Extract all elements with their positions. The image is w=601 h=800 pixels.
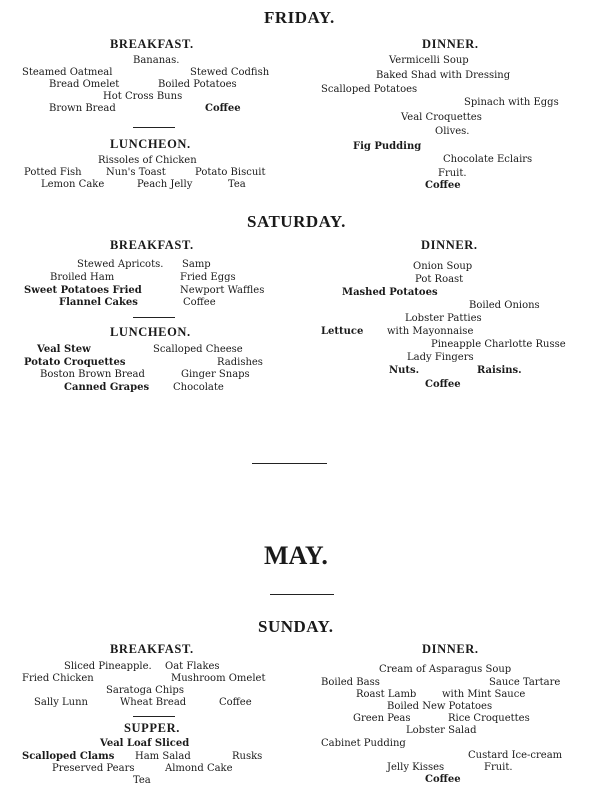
menu-item: Hot Cross Buns <box>103 91 183 102</box>
menu-item: Onion Soup <box>413 261 473 272</box>
menu-item: Boiled Bass <box>321 677 380 688</box>
menu-item: Coffee <box>425 180 461 191</box>
menu-item: Fruit. <box>484 762 513 773</box>
menu-item: Samp <box>182 259 211 270</box>
menu-item: Almond Cake <box>165 763 233 774</box>
menu-item: Sliced Pineapple. <box>64 661 152 672</box>
menu-item: Preserved Pears <box>52 763 135 774</box>
menu-item: Cabinet Pudding <box>321 738 406 749</box>
menu-item: Nuts. <box>389 365 420 376</box>
menu-item: Sauce Tartare <box>489 677 561 688</box>
menu-item: Fruit. <box>438 168 467 179</box>
menu-item: with Mint Sauce <box>442 689 526 700</box>
menu-item: Scalloped Potatoes <box>321 84 418 95</box>
menu-item: Coffee <box>219 697 252 708</box>
menu-item: Cream of Asparagus Soup <box>379 664 512 675</box>
menu-item: Oat Flakes <box>165 661 220 672</box>
menu-item: Raisins. <box>477 365 522 376</box>
menu-item: Ham Salad <box>135 751 191 762</box>
menu-item: Roast Lamb <box>356 689 417 700</box>
menu-item: Boston Brown Bread <box>40 369 145 380</box>
menu-item: Sweet Potatoes Fried <box>24 285 142 296</box>
menu-item: Mushroom Omelet <box>171 673 266 684</box>
menu-item: Potted Fish <box>24 167 82 178</box>
day-title-friday: FRIDAY. <box>264 8 335 27</box>
menu-item: Rice Croquettes <box>448 713 530 724</box>
menu-item: Broiled Ham <box>50 272 115 283</box>
section-divider <box>133 127 175 128</box>
month-divider <box>270 594 334 595</box>
menu-item: Flannel Cakes <box>59 297 138 308</box>
day-title-sunday: SUNDAY. <box>258 617 334 636</box>
menu-item: Scalloped Clams <box>22 751 115 762</box>
menu-item: Pot Roast <box>415 274 464 285</box>
page-divider <box>252 463 327 464</box>
saturday-breakfast-heading: BREAKFAST. <box>110 238 194 252</box>
sunday-dinner-heading: DINNER. <box>422 642 479 656</box>
saturday-luncheon-heading: LUNCHEON. <box>110 325 191 339</box>
menu-item: with Mayonnaise <box>387 326 474 337</box>
menu-item: Baked Shad with Dressing <box>376 70 511 81</box>
menu-item: Potato Croquettes <box>24 357 126 368</box>
day-title-saturday: SATURDAY. <box>247 212 346 231</box>
menu-item: Saratoga Chips <box>106 685 184 696</box>
menu-item: Sally Lunn <box>34 697 88 708</box>
menu-item: Coffee <box>425 379 461 390</box>
menu-item: Nun's Toast <box>106 167 166 178</box>
menu-item: Green Peas <box>353 713 411 724</box>
menu-item: Stewed Apricots. <box>77 259 164 270</box>
menu-item: Coffee <box>205 103 241 114</box>
menu-item: Peach Jelly <box>137 179 193 190</box>
menu-item: Stewed Codfish <box>190 67 270 78</box>
menu-item: Rusks <box>232 751 263 762</box>
menu-item: Chocolate <box>173 382 224 393</box>
menu-item: Fried Eggs <box>180 272 236 283</box>
menu-item: Chocolate Eclairs <box>443 154 533 165</box>
menu-item: Rissoles of Chicken <box>98 155 197 166</box>
section-divider <box>133 716 175 717</box>
menu-item: Pineapple Charlotte Russe <box>431 339 566 350</box>
menu-item: Scalloped Cheese <box>153 344 243 355</box>
friday-dinner-heading: DINNER. <box>422 37 479 51</box>
friday-breakfast-heading: BREAKFAST. <box>110 37 194 51</box>
menu-item: Tea <box>133 775 151 786</box>
menu-item: Bread Omelet <box>49 79 120 90</box>
menu-item: Steamed Oatmeal <box>22 67 113 78</box>
menu-item: Potato Biscuit <box>195 167 266 178</box>
sunday-breakfast-heading: BREAKFAST. <box>110 642 194 656</box>
saturday-dinner-heading: DINNER. <box>421 238 478 252</box>
menu-item: Spinach with Eggs <box>464 97 559 108</box>
menu-item: Boiled Onions <box>469 300 540 311</box>
menu-item: Tea <box>228 179 246 190</box>
menu-item: Ginger Snaps <box>181 369 250 380</box>
menu-item: Fig Pudding <box>353 141 422 152</box>
menu-item: Custard Ice-cream <box>468 750 563 761</box>
section-divider <box>133 317 175 318</box>
menu-item: Mashed Potatoes <box>342 287 438 298</box>
menu-item: Bananas. <box>133 55 180 66</box>
menu-item: Boiled Potatoes <box>158 79 237 90</box>
menu-item: Veal Stew <box>37 344 91 355</box>
menu-item: Radishes <box>217 357 263 368</box>
sunday-supper-heading: SUPPER. <box>124 721 180 735</box>
month-title: MAY. <box>264 541 328 570</box>
menu-item: Lobster Patties <box>405 313 482 324</box>
friday-luncheon-heading: LUNCHEON. <box>110 137 191 151</box>
menu-item: Jelly Kisses <box>387 762 445 773</box>
menu-item: Lettuce <box>321 326 364 337</box>
menu-item: Wheat Bread <box>120 697 187 708</box>
menu-item: Olives. <box>435 126 470 137</box>
menu-item: Lemon Cake <box>41 179 105 190</box>
menu-item: Vermicelli Soup <box>389 55 469 66</box>
menu-item: Coffee <box>425 774 461 785</box>
menu-item: Brown Bread <box>49 103 116 114</box>
menu-item: Lady Fingers <box>407 352 474 363</box>
menu-item: Veal Croquettes <box>401 112 482 123</box>
menu-item: Fried Chicken <box>22 673 94 684</box>
menu-item: Coffee <box>183 297 216 308</box>
menu-item: Boiled New Potatoes <box>387 701 493 712</box>
menu-item: Newport Waffles <box>180 285 265 296</box>
menu-item: Canned Grapes <box>64 382 150 393</box>
menu-item: Veal Loaf Sliced <box>100 738 190 749</box>
menu-item: Lobster Salad <box>406 725 477 736</box>
